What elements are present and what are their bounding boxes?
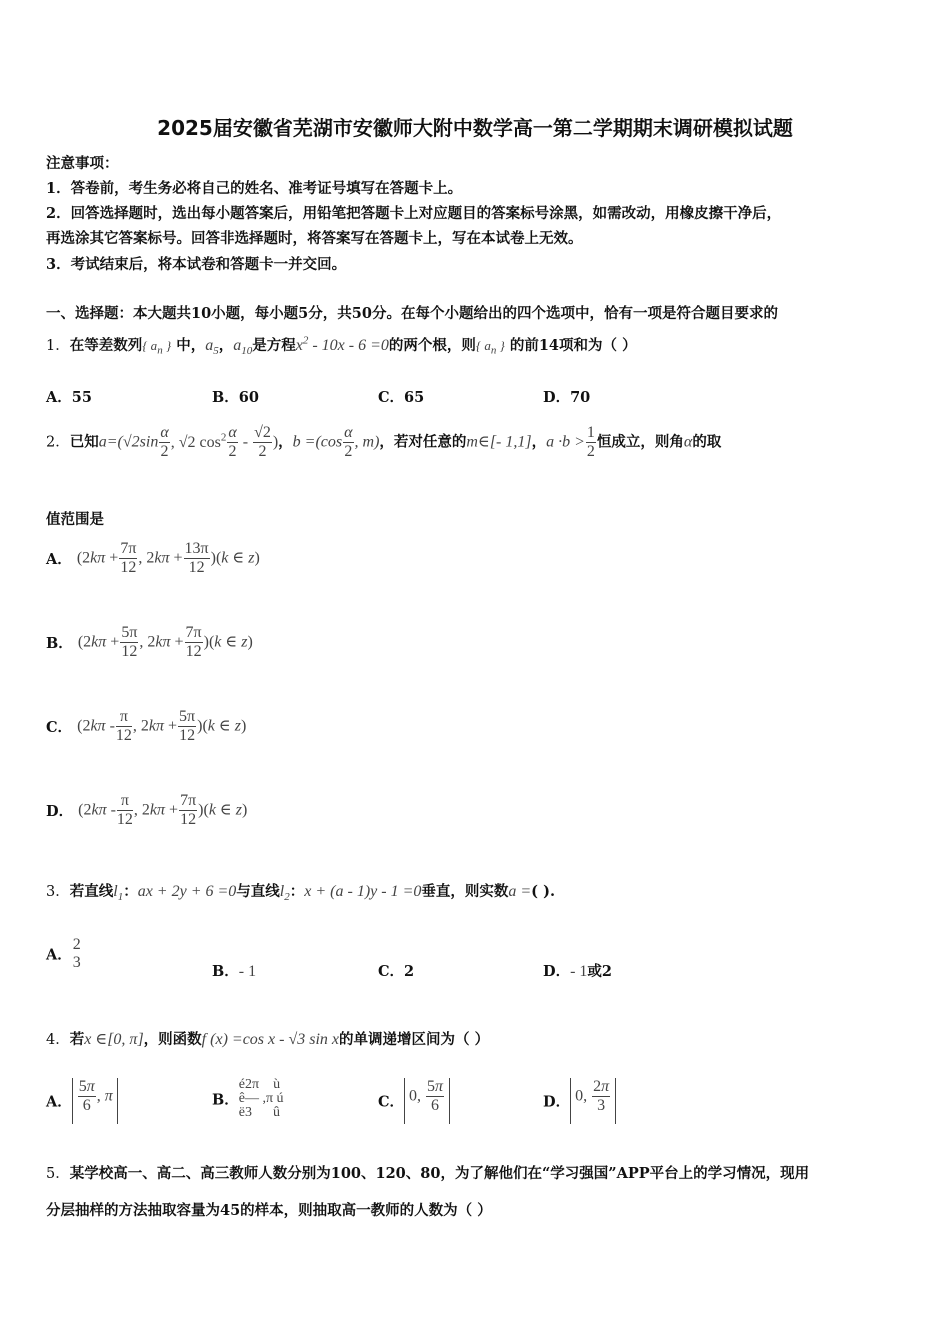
question-text: 的取 — [692, 433, 722, 451]
question-text: 某学校高一、高二、高三教师人数分别为100、120、80，为了解他们在“学习强国”APP平台上的学习情况，现用 — [69, 1165, 810, 1182]
math-frac: $\frac{1}{2}$ — [586, 424, 595, 460]
option-b[interactable]: B．- 1 — [212, 963, 257, 980]
math-expr: x + (a - 1)y - 1 =0 — [304, 883, 422, 900]
question-text: 恒成立，则角 — [596, 433, 684, 451]
notice-item: 3．考试结束后，将本试卷和答题卡一并交回。 — [46, 256, 347, 273]
question-number: 5． — [46, 1166, 70, 1182]
math-frac: $\frac{\alpha}{2}$ — [344, 424, 353, 460]
notice-item: 再选涂其它答案标号。回答非选择题时，将答案写在答题卡上，写在本试卷上无效。 — [46, 230, 583, 247]
option-a[interactable]: A． (2kπ + $\frac{7\pi}{12}$ , 2kπ + $\frac{13\pi}{12}$ )(k ∈ z) — [46, 540, 260, 576]
math-frac: $\frac{\alpha}{2}$ — [228, 424, 237, 460]
math-expr: ax + 2y + 6 =0 — [137, 883, 237, 900]
math-expr: $l_1$ — [113, 883, 124, 904]
option-d[interactable]: D．70 — [543, 389, 591, 406]
question-text: 的单调递增区间为（ ） — [339, 1031, 490, 1048]
question-text: 的前14项和为（ ） — [509, 337, 637, 354]
option-c[interactable]: C．2 — [378, 963, 415, 980]
question-text: 若 — [69, 1031, 85, 1048]
option-c[interactable]: C． 0, $\frac{5\pi}{6}$ — [378, 1078, 450, 1124]
math-vector-b: b =(cos — [292, 433, 343, 451]
option-c[interactable]: C． (2kπ - $\frac{\pi}{12}$ , 2kπ + $\frac{5\pi}{12}$ )(k ∈ z) — [46, 708, 247, 744]
question-number: 1． — [46, 338, 70, 354]
option-d[interactable]: D． (2kπ - $\frac{\pi}{12}$ , 2kπ + $\frac{7\pi}{12}$ )(k ∈ z) — [46, 792, 248, 828]
question-text: ， — [531, 433, 547, 451]
notice-heading: 注意事项： — [46, 155, 119, 172]
math-expr: $a_{10}$ — [233, 337, 253, 358]
math-expr: a = — [508, 883, 532, 900]
question-4 — [46, 1028, 489, 1049]
option-b[interactable]: B． (2kπ + $\frac{5\pi}{12}$ , 2kπ + $\frac{7\pi}{12}$ )(k ∈ z) — [46, 624, 253, 660]
question-text: 的两个根，则 — [388, 337, 476, 354]
math-expr: f (x) =cos x - √3 sin x — [201, 1031, 340, 1048]
question-1: 1．在等差数列{ $a_n$ } 中，$a_5$，$a_{10}$是方程$x^2 - 10x - 6 =0$的两个根，则{ $a_n$ } 的前14项和为（ ） — [46, 334, 637, 358]
question-text: 中， — [176, 337, 206, 354]
math-frac: $\frac{\alpha}{2}$ — [160, 424, 169, 460]
question-number: 2． — [46, 434, 70, 451]
question-number: 4． — [46, 1032, 70, 1048]
question-2: 2．已知a=(√2sin $\frac{\alpha}{2}$ , √2 $\cos^2$ $\frac{\alpha}{2}$ - $\frac{√2}{2}$ )，b =(cos $\frac{\alpha}{2}$ , m)，若对任意的m∈[- 1,1]，a ·b > $\frac{1}{2}$ 恒成立，则角α的取 — [46, 424, 722, 460]
math-vector-a: a=(√2sin — [98, 433, 159, 451]
question-text: ( ). — [531, 883, 555, 900]
option-d[interactable]: D．- 1或2 — [543, 963, 612, 980]
question-text: 分层抽样的方法抽取容量为45的样本，则抽取高一教师的人数为（ ） — [46, 1202, 492, 1219]
math-frac: 2 3 — [72, 936, 81, 971]
question-text: 与直线 — [236, 883, 280, 900]
notice-item: 2．回答选择题时，选出每小题答案后，用铅笔把答题卡上对应题目的答案标号涂黑，如需改动，用橡皮擦干净后， — [46, 205, 782, 222]
math-expr: $x^2 - 10x - 6 =0$ — [295, 334, 389, 354]
option-a[interactable]: A．55 — [46, 389, 92, 406]
question-text: 是方程 — [252, 337, 296, 354]
math-expr: { $a_n$ } — [142, 338, 172, 357]
question-3: 3．若直线$l_1$：ax + 2y + 6 =0与直线$l_2$：x + (a - 1)y - 1 =0垂直，则实数a =( ). — [46, 883, 555, 904]
option-b[interactable]: B．é2π ù ê― ,π ú ë3 û — [212, 1077, 284, 1120]
question-text: ，则函数 — [143, 1031, 202, 1048]
notice-item: 1．答卷前，考生务必将自己的姓名、准考证号填写在答题卡上。 — [46, 180, 463, 197]
option-a[interactable]: A． $\frac{5\pi}{6}$ , π — [46, 1078, 118, 1124]
page-title: 2025届安徽省芜湖市安徽师大附中数学高一第二学期期末调研模拟试题 — [157, 116, 793, 140]
option-a[interactable]: A． 2 3 — [46, 936, 81, 971]
math-expr: $a_5$ — [205, 337, 219, 358]
question-text: 在等差数列 — [69, 337, 143, 354]
question-text: 若直线 — [69, 883, 114, 900]
option-c[interactable]: C．65 — [378, 389, 425, 406]
question-5 — [46, 1162, 809, 1183]
math-expr: x ∈[0, π] — [84, 1031, 144, 1048]
math-expr: α — [683, 433, 693, 451]
question-text: 已知 — [69, 433, 99, 451]
section-heading: 一、选择题：本大题共10小题，每小题5分，共50分。在每个小题给出的四个选项中，恰有一项是符合题目要求的 — [46, 305, 778, 322]
math-expr: $l_2$ — [279, 883, 290, 904]
math-expr: { $a_n$ } — [475, 338, 505, 357]
question-number: 3． — [46, 884, 70, 900]
option-d[interactable]: D． 0, $\frac{2\pi}{3}$ — [543, 1078, 616, 1124]
question-text: 垂直，则实数 — [421, 883, 509, 900]
math-expr: a ·b > — [546, 433, 585, 451]
math-frac: $\frac{√2}{2}$ — [254, 424, 271, 460]
question-text: ，若对任意的 — [379, 433, 467, 451]
question-text: 值范围是 — [46, 511, 104, 528]
option-b[interactable]: B．60 — [212, 389, 259, 406]
math-expr: m∈[- 1,1] — [466, 433, 532, 451]
